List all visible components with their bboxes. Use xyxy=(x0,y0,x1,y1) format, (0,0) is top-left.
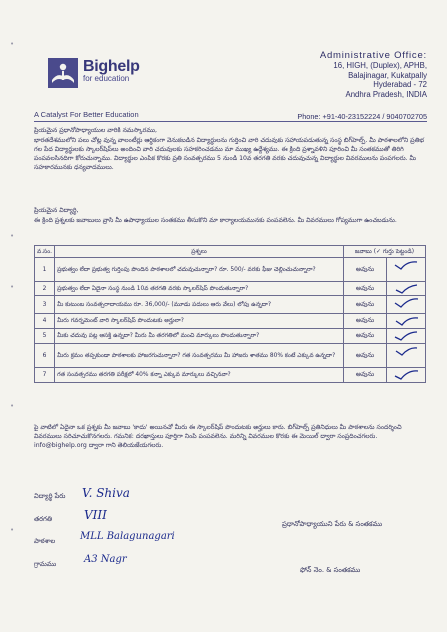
row-number: 5 xyxy=(35,329,55,344)
answer-checkbox[interactable] xyxy=(387,368,426,383)
village-signature[interactable]: A3 Nagr xyxy=(84,554,127,565)
handwritten-tick-icon xyxy=(393,330,419,342)
scan-dot: • xyxy=(10,526,15,534)
answer-checkbox[interactable] xyxy=(387,296,426,314)
row-number: 6 xyxy=(35,344,55,368)
phone-sign-label: ఫోన్ నెం. & సంతకము xyxy=(300,566,361,574)
table-row xyxy=(35,296,426,314)
greeting: ప్రియమైన ప్రధానోపాధ్యాయుల వారికి నమస్కారము, xyxy=(34,127,157,134)
table-row xyxy=(35,329,426,344)
question-text: గత సంవత్సరము తరగతి పరీక్షలో 40% కన్నా ఎక్కువ మార్కులు వచ్చినవా? xyxy=(55,368,344,383)
class-label: తరగతి xyxy=(34,514,53,523)
question-text: మీ కుటుంబ సంవత్సరాదాయము రూ. 36,000/- (మూడు పదులు ఆరు వేలు) లోపు ఉన్నదా? xyxy=(55,296,344,314)
table-header-row xyxy=(35,246,426,258)
answer-label: అవును xyxy=(344,329,387,344)
table-row xyxy=(35,368,426,383)
questionnaire-table xyxy=(34,245,426,383)
table-row xyxy=(35,282,426,296)
table-row xyxy=(35,344,426,368)
scan-dot: • xyxy=(10,232,15,240)
brand-subtitle: for education xyxy=(83,74,130,83)
answer-checkbox[interactable] xyxy=(387,344,426,368)
school-label: పాఠశాల xyxy=(34,537,56,545)
answer-checkbox[interactable] xyxy=(387,314,426,329)
scan-dot: • xyxy=(10,40,15,48)
intro-paragraph: భారతదేశములోని పలు చోట్ల వున్న వాలంటీర్లు ఆర్థికంగా వెనుకబడిన విద్యార్థులను గుర్తించి వారి చదువుకు సహాయపడుతున్న సంస్థ బిగ్‌హెల్ప్. మీ పాఠశాలలోని ప్రతిభ గల పేద విద్యార్థులకు స్కాలర్‌షిప్‌లు అందించి వారి చదువులకు సహకరించడము మా ముఖ్య ఉద్దేశ్యము. ఈ క్రింది ప్రశ్నావళిని పూరించి మీ సంతకముతో తిరిగి పంపవలసినదిగా కోరుచున్నాము. విద్యార్థుల ఎంపిక కొరకు ప్రతి సంవత్సరము 5 నుండి 10వ తరగతి వరకు చదువుచున్న విద్యార్థుల వివరములను పంపగలరు. మీ సహకారమునకు ధన్యవాదములు. xyxy=(34,137,425,171)
scan-dot: • xyxy=(10,402,15,410)
table-row xyxy=(35,314,426,329)
handwritten-tick-icon xyxy=(393,297,419,309)
answer-checkbox[interactable] xyxy=(387,329,426,344)
office-line: Balajinagar, Kukatpally xyxy=(348,70,427,80)
question-text: ప్రభుత్వం లేదా ఏదైనా సంస్థ నుండి 10వ తరగతి వరకు స్కాలర్‌షిప్ పొందుతున్నారా? xyxy=(55,282,344,296)
headmaster-label: ప్రధానోపాధ్యాయుని పేరు & సంతకము xyxy=(282,520,383,528)
question-text: ప్రభుత్వం లేదా ప్రభుత్వ గుర్తింపు పొందిన పాఠశాలలో చదువుచున్నారా? రూ. 500/- వరకు ఫీజు చెల్లించుచున్నారా? xyxy=(55,258,344,282)
student-name-signature[interactable]: V. Shiva xyxy=(82,486,130,500)
office-line: Andhra Pradesh, INDIA xyxy=(345,89,427,99)
row-number: 1 xyxy=(35,258,55,282)
row-number: 3 xyxy=(35,296,55,314)
brand-block xyxy=(83,58,140,83)
question-text: మీరు క్రమం తప్పకుండా పాఠశాలకు హాజరగుచున్నారా? గత సంవత్సరము మీ హాజరు శాతము 80% కంటే ఎక్కువ ఉన్నదా? xyxy=(55,344,344,368)
village-label: గ్రామము xyxy=(34,559,57,568)
answer-label: అవును xyxy=(344,282,387,296)
contact-email[interactable]: info@bighelp.org ద్వారా గాని తెలియజేయగలరు. xyxy=(34,442,164,449)
column-header: వ.సం. xyxy=(35,246,55,258)
handwritten-tick-icon xyxy=(393,315,419,327)
tagline: A Catalyst For Better Education xyxy=(34,110,139,119)
answer-checkbox[interactable] xyxy=(387,282,426,296)
row-number: 7 xyxy=(35,368,55,383)
handwritten-tick-icon xyxy=(393,369,419,381)
instructions-paragraph: ఈ క్రింది ప్రశ్నలకు జవాబులు వ్రాసి మీ ఉపాధ్యాయుల సంతకము తీసుకొని మా కార్యాలయమునకు పంపవలెను. మీ వివరములు గోప్యముగా ఉంచబడును. xyxy=(34,217,397,224)
handwritten-tick-icon xyxy=(393,283,419,295)
student-salutation: ప్రియమైన విద్యార్థి, xyxy=(34,207,79,214)
header-divider xyxy=(34,121,427,122)
table-row xyxy=(35,258,426,282)
column-header: ప్రశ్నలు xyxy=(55,246,344,258)
answer-label: అవును xyxy=(344,258,387,282)
footnote-text: పై వాటిలో ఏదైనా ఒక ప్రశ్నకు మీ జవాబు 'కాదు' అయినచో మీరు ఈ స్కాలర్‌షిప్ పొందుటకు అర్హులు కారు. బిగ్‌హెల్ప్ ప్రతినిధులు మీ పాఠశాలను సందర్శించి వివరములు సరిచూచుకొనగలరు. గమనిక: దరఖాస్తులు పూర్తిగా నింపి పంపవలెను. మరిన్ని వివరముల కొరకు ఈ మెయిల్ ద్వారా సంప్రదించగలరు. xyxy=(34,424,402,440)
answer-label: అవును xyxy=(344,368,387,383)
student-details-form xyxy=(34,491,65,581)
office-heading: Administrative Office: xyxy=(319,50,427,61)
student-name-label: విద్యార్థి పేరు xyxy=(34,492,66,500)
school-signature[interactable]: MLL Balagunagari xyxy=(80,531,175,542)
answer-checkbox[interactable] xyxy=(387,258,426,282)
office-line: Hyderabad - 72 xyxy=(373,80,427,90)
bighelp-logo-icon xyxy=(48,58,78,88)
row-number: 2 xyxy=(35,282,55,296)
office-phone: Phone: +91-40-23152224 / 9040702705 xyxy=(297,112,427,121)
question-text: మీరు గవర్నమెంట్ వారి స్కాలర్‌షిప్ పొందుటకు అర్హులా? xyxy=(55,314,344,329)
footnote-paragraph xyxy=(34,423,426,450)
handwritten-tick-icon xyxy=(393,345,419,357)
scan-dot: • xyxy=(10,283,15,291)
answer-label: అవును xyxy=(344,314,387,329)
handwritten-tick-icon xyxy=(393,259,419,271)
column-header: జవాబు (✓ గుర్తు పెట్టండి) xyxy=(344,246,426,258)
answer-label: అవును xyxy=(344,296,387,314)
class-signature[interactable]: VIII xyxy=(84,508,107,522)
office-address xyxy=(320,50,427,99)
brand-name: Bighelp xyxy=(83,58,140,75)
question-text: మీకు చదువు పట్ల ఆసక్తి ఉన్నదా? మీరు మీ తరగతిలో మంచి మార్కులు పొందుతున్నారా? xyxy=(55,329,344,344)
office-line: 16, HIGH, (Duplex), APHB, xyxy=(333,61,427,70)
answer-label: అవును xyxy=(344,344,387,368)
row-number: 4 xyxy=(35,314,55,329)
